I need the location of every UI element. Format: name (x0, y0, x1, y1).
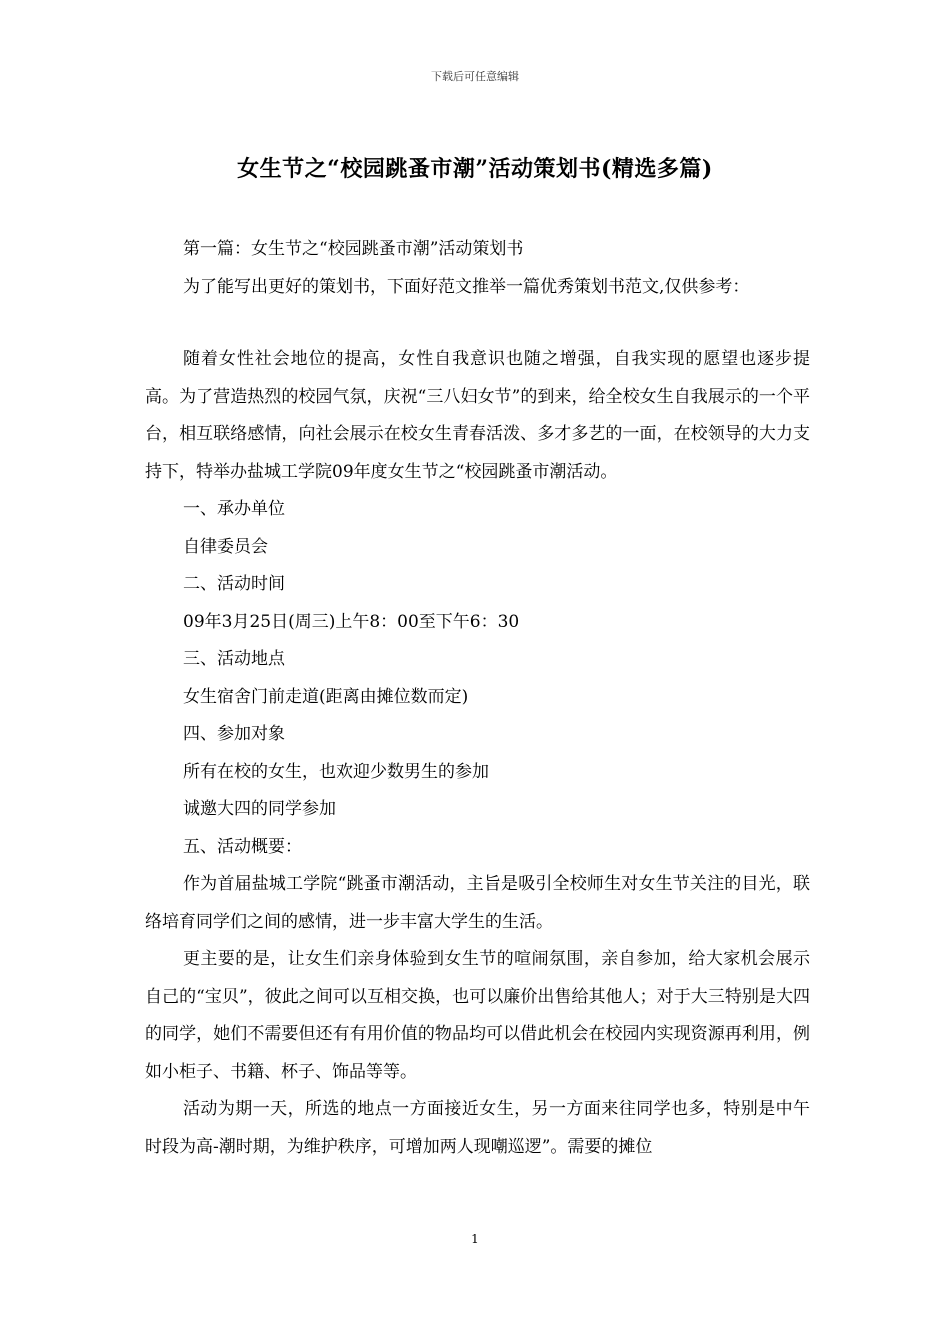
document-title: 女生节之“校园跳蚤市潮”活动策划书(精选多篇) (237, 156, 713, 182)
intro-block (145, 231, 810, 306)
body-paragraph: 活动为期一天，所选的地点一方面接近女生，另一方面来往同学也多，特别是中午时段为高-潮时期，为维护秩序，可增加两人现嘲巡逻”。需要的摊位 (145, 1099, 810, 1157)
body-paragraph: 更主要的是，让女生们亲身体验到女生节的喧闹氛围，亲自参加，给大家机会展示自己的“宝贝”，彼此之间可以互相交换，也可以廉价出售给其他人；对于大三特别是大四的同学，她们不需要但还有有用价值的物品均可以借此机会在校园内实现资源再利用，例如小柜子、书籍、杯子、饰品等等。 (145, 949, 810, 1082)
page-number: 1 (471, 1232, 479, 1246)
section-text-4a: 所有在校的女生，也欢迎少数男生的参加 (183, 761, 489, 782)
section-heading-1: 一、承办单位 (183, 499, 285, 519)
header-note: 下载后可任意编辑 (431, 70, 519, 83)
section-heading-3: 三、活动地点 (183, 649, 285, 669)
intro-line-1: 第一篇：女生节之“校园跳蚤市潮”活动策划书 (183, 239, 524, 259)
body-paragraph: 作为首届盐城工学院“跳蚤市潮活动，主旨是吸引全校师生对女生节关注的目光，联络培育同学们之间的感情，进一步丰富大学生的生活。 (145, 874, 810, 932)
section-text-4b: 诚邀大四的同学参加 (183, 799, 336, 819)
body-block (145, 341, 810, 1166)
section-text-1: 自律委员会 (183, 536, 268, 557)
intro-line-2: 为了能写出更好的策划书，下面好范文推举一篇优秀策划书范文,仅供参考： (183, 276, 750, 297)
section-heading-2: 二、活动时间 (183, 574, 285, 594)
section-heading-4: 四、参加对象 (183, 724, 285, 744)
section-heading-5: 五、活动概要： (183, 836, 302, 857)
section-text-3: 女生宿舍门前走道(距离由摊位数而定) (183, 686, 469, 707)
body-paragraph: 随着女性社会地位的提高，女性自我意识也随之增强，自我实现的愿望也逐步提高。为了营造热烈的校园气氛，庆祝“三八妇女节”的到来，给全校女生自我展示的一个平台，相互联络感情，向社会展示在校女生青春活泼、多才多艺的一面，在校领导的大力支持下，特举办盐城工学院09年度女生节之“校园跳蚤市潮活动。 (145, 349, 810, 482)
section-text-2: 09年3月25日(周三)上午8：00至下午6：30 (183, 611, 520, 632)
